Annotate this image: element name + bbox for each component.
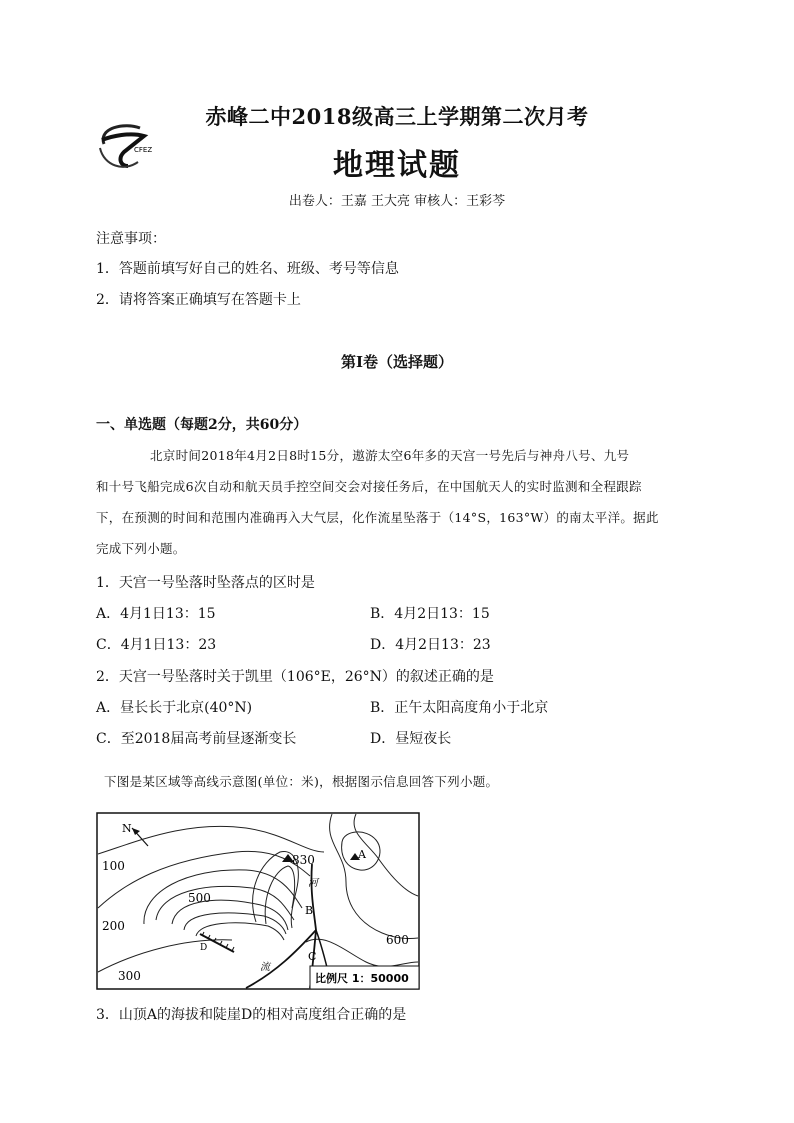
peak-elevation: 830 <box>292 853 315 867</box>
option-b[interactable]: B．4月2日13：15 <box>370 606 490 622</box>
map-intro: 下图是某区域等高线示意图(单位：米)，根据图示信息回答下列小题。 <box>104 774 499 789</box>
authors-line: 出卷人：王嘉 王大亮 审核人：王彩芩 <box>288 194 506 209</box>
section-title: 第I卷（选择题） <box>340 353 454 371</box>
river-label: 流 <box>260 962 270 973</box>
point-label-d: D <box>200 943 208 953</box>
contour-label: 100 <box>102 859 125 873</box>
contour-label: 300 <box>118 969 141 983</box>
notice-heading: 注意事项： <box>96 231 166 247</box>
option-a[interactable]: A．4月1日13：15 <box>96 606 216 622</box>
contour-label: 600 <box>386 933 409 947</box>
exam-title: 赤峰二中2018级高三上学期第二次月考 <box>205 104 589 129</box>
contour-label: 500 <box>188 891 211 905</box>
point-label-b: B <box>305 904 314 917</box>
logo-text: CFEZ <box>134 146 153 154</box>
passage-line: 下，在预测的时间和范围内准确再入大气层，化作流星坠落于（14°S，163°W）的南太平洋。据此 <box>96 510 659 525</box>
option-a[interactable]: A．昼长长于北京(40°N) <box>96 700 253 716</box>
contour-label: 200 <box>102 919 125 933</box>
part-heading: 一、单选题（每题2分，共60分） <box>96 417 308 433</box>
point-label-a: A <box>358 848 366 861</box>
scale-label: 比例尺 1：50000 <box>315 972 409 985</box>
question-stem: 2．天宫一号坠落时关于凯里（106°E，26°N）的叙述正确的是 <box>96 669 494 685</box>
question-stem: 3．山顶A的海拔和陡崖D的相对高度组合正确的是 <box>96 1007 407 1023</box>
option-c[interactable]: C．至2018届高考前昼逐渐变长 <box>96 731 297 747</box>
contour-map <box>96 812 420 990</box>
option-b[interactable]: B．正午太阳高度角小于北京 <box>370 700 549 716</box>
notice-item: 2．请将答案正确填写在答题卡上 <box>96 292 301 308</box>
passage-line: 和十号飞船完成6次自动和航天员手控空间交会对接任务后，在中国航天人的实时监测和全程跟踪 <box>96 479 642 494</box>
point-label-c: C <box>308 950 317 963</box>
subject-title: 地理试题 <box>333 148 461 183</box>
notice-item: 1．答题前填写好自己的姓名、班级、考号等信息 <box>96 261 399 277</box>
passage-line: 北京时间2018年4月2日8时15分，遨游太空6年多的天宫一号先后与神舟八号、九号 <box>150 448 630 463</box>
passage-line: 完成下列小题。 <box>96 541 186 556</box>
option-c[interactable]: C．4月1日13：23 <box>96 637 217 653</box>
option-d[interactable]: D．4月2日13：23 <box>370 637 491 653</box>
option-d[interactable]: D．昼短夜长 <box>370 731 452 747</box>
question-stem: 1．天宫一号坠落时坠落点的区时是 <box>96 575 315 591</box>
river-label: 河 <box>308 878 318 889</box>
north-label: N <box>122 822 132 835</box>
